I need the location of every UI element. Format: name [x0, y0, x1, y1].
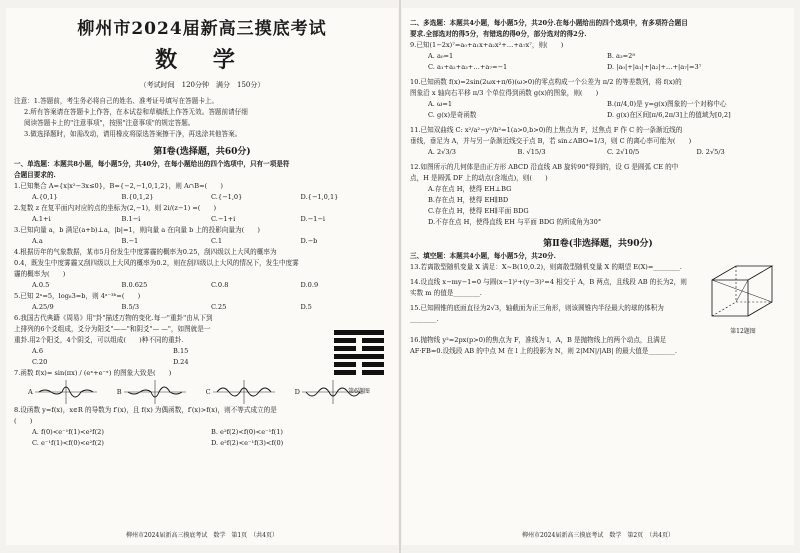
wave-graph-icon — [35, 380, 97, 404]
question-7: 7.函数 f(x)= sin(πx) / (eˣ+e⁻ˣ) 的图象大致是( ) — [14, 369, 172, 377]
solid-figure — [702, 260, 784, 335]
question-9-options — [410, 51, 786, 62]
option: B.存在点 H，使得 EH∥BD — [428, 196, 509, 204]
question-10: 图象沿 x 轴向右平移 π/3 个单位得到函数 g(x)的图象，则( ) — [410, 89, 599, 97]
notice-line: 阅读答题卡上的"注意事项"，按照"注意事项"的规定答题。 — [24, 119, 195, 127]
option: B.5/3 — [121, 303, 140, 311]
option: A.1+i — [32, 215, 51, 223]
option: C. 2√10/5 — [607, 148, 640, 156]
graph-label: C — [205, 387, 211, 396]
option: A. ω=1 — [428, 100, 453, 108]
option: A.{0,1} — [32, 193, 58, 201]
exam-page-1 — [6, 8, 398, 545]
option: A.25/9 — [32, 303, 54, 311]
question-4: 0.4，既发生中度雾霾又刮四级以上大风的概率为0.2，则在刮四级以上大风的情况下，发生中度雾 — [14, 259, 299, 267]
question-6-options — [14, 346, 314, 357]
option: B. √15/3 — [517, 148, 546, 156]
figure-caption: 第12题图 — [730, 328, 756, 335]
option: C. g(x)是奇函数 — [428, 111, 477, 119]
part-2-heading: 要求.全部选对的得5分，有错选的得0分，部分选对的得2分. — [410, 30, 587, 38]
question-12: 12.如图所示的几何体是由正方形 ABCD 沿直线 AB 旋转90°得到的，设 G 是圆弧 CE 的中 — [410, 163, 679, 171]
question-8: ( ) — [14, 417, 33, 425]
question-8: 8.设函数 y=f(x)，x∈R 的导数为 f′(x)，且 f(x) 为偶函数，f′(x)>f(x)，则不等式成立的是 — [14, 406, 277, 414]
option: D.24 — [173, 358, 189, 366]
hexagram-icon — [328, 328, 390, 382]
notice-line: 2.所有答案请在答题卡上作答，在本试卷和草稿纸上作答无效。答题前请仔细 — [24, 108, 248, 116]
option: D.不存在点 H，使得直线 EH 与平面 BDG 的所成角为30° — [428, 218, 602, 226]
option: D. |a₀|+|a₁|+|a₂|+…+|a₇|=3⁷ — [607, 63, 702, 71]
graph-label: B — [116, 387, 122, 396]
option: C.20 — [32, 358, 48, 366]
question-13: 13.若离散型随机变量 X 满足：X~B(10,0.2)，则离散型随机变量 X 的期望 E(X)=________. — [410, 263, 682, 271]
question-5: 5.已知 2ᵃ=5，log₈3=b，则 4ᵃ⁻³ᵇ=( ) — [14, 292, 141, 300]
question-10-options — [410, 110, 786, 121]
option: D.0.9 — [300, 281, 319, 289]
exam-title: 柳州市2024届新高三摸底考试 — [77, 19, 327, 39]
option: D. e²f(2)<e⁻¹f(3)<f(0) — [211, 439, 284, 447]
question-14: 实数 m 的值是________. — [410, 289, 482, 297]
question-11: 11.已知双曲线 C: x²/a²−y²/b²=1(a>0,b>0)的上焦点为 F，过焦点 F 作 C 的一条渐近线的 — [410, 126, 683, 134]
question-11: 垂线，垂足为 A，并与另一条渐近线交于点 B，若 sin∠ABO=1/3，则 C 的离心率可能为( ) — [410, 137, 692, 145]
exam-meta: （考试时间 120分钟 满分 150分） — [139, 81, 265, 89]
question-4: 4.根据历年的气象数据，某市5月份发生中度雾霾的概率为0.25，刮四级以上大风的概率为 — [14, 248, 277, 256]
question-4: 霾的概率为( ) — [14, 270, 66, 278]
question-16: 16.抛物线 y²=2px(p>0)的焦点为 F，准线为 l，A，B 是抛物线上的两个动点，且满足 — [410, 336, 667, 344]
part-1-heading: 合题目要求的. — [14, 171, 56, 179]
option: A. 2√3/3 — [428, 148, 456, 156]
option: D. 2√5/3 — [696, 148, 725, 156]
notice-line: 3.做选择题时，如需改动，请用橡皮将原选答案擦干净，再选涂其他答案。 — [24, 130, 242, 138]
question-9-options — [410, 62, 786, 73]
question-1: 1.已知集合 A={x|x²−3x≤0}，B={−2,−1,0,1,2}，则 A∩B=( ) — [14, 182, 223, 190]
page-fold — [399, 0, 401, 553]
hexagram-figure — [328, 328, 390, 395]
option: D. g(x)在区间[π/6,2π/3]上的值域为[0,2] — [607, 111, 731, 119]
option: A. f(0)<e⁻¹f(1)<e²f(2) — [32, 428, 104, 436]
question-16: AF·FB=0.设线段 AB 的中点 M 在 l 上的投影为 N，则 2|MN|/|AB| 的最大值是________. — [410, 347, 677, 355]
option: B.0.625 — [121, 281, 148, 289]
part-2-heading: 二、多选题：本题共4小题，每小题5分，共20分.在每小题给出的四个选项中，有多项符合题目 — [410, 19, 688, 27]
question-6: 重卦.用2个阳爻，4个阴爻，可以组成( )种不同的重卦. — [14, 336, 184, 344]
option: B.15 — [173, 347, 189, 355]
option: B. e²f(2)<f(0)<e⁻¹f(1) — [211, 428, 284, 436]
option: C. a₁+a₂+a₃+…+a₇=−1 — [428, 63, 508, 71]
page-footer: 柳州市2024届新高三摸底考试 数学 第2页 （共4页） — [522, 532, 674, 539]
part-1-heading: 一、单选题：本题共8小题，每小题5分，共40分，在每小题给出的四个选项中，只有一项是符 — [14, 160, 290, 168]
option: D.{−1,0,1} — [300, 193, 339, 201]
question-9: 9.已知(1−2x)⁷=a₀+a₁x+a₂x²+…+a₇x⁷，则( ) — [410, 41, 564, 49]
option: B.(π/4,0)是 y=g(x)图象的一个对称中心 — [607, 100, 727, 108]
question-11-options — [410, 147, 786, 158]
question-1-options — [14, 192, 390, 203]
option: D.−1−i — [300, 215, 326, 223]
question-12: 点，H 是圆弧 DF 上的动点(含端点)，则( ) — [410, 174, 548, 182]
question-5-options — [14, 302, 390, 313]
question-10: 10.已知函数 f(x)=2sin(2ωx+π/6)(ω>0)的零点构成一个公差为 π/2 的等差数列，将 f(x)的 — [410, 78, 682, 86]
option: C. e⁻¹f(1)<f(0)<e²f(2) — [32, 439, 104, 447]
question-6: 上排列的6个爻组成，爻分为阳爻"——"和阴爻"— —"，如图就是一 — [14, 325, 211, 333]
option: A.6 — [32, 347, 44, 355]
graph-option — [28, 380, 97, 404]
question-4-options — [14, 280, 390, 291]
option: C.存在点 H，使得 EH∥平面 BDG — [428, 207, 529, 215]
option: B.{0,1,2} — [121, 193, 154, 201]
wave-graph-icon — [213, 380, 275, 404]
option: D.5 — [300, 303, 312, 311]
section-1-title: 第Ⅰ卷(选择题，共60分) — [153, 147, 251, 157]
graph-label: A — [28, 387, 33, 396]
option: B.−1 — [121, 237, 139, 245]
wave-graph-icon — [124, 380, 186, 404]
question-8-options — [14, 438, 390, 449]
question-6: 6.我国古代典籍《周易》用"卦"描述万物的变化.每一"重卦"由从下到 — [14, 314, 213, 322]
question-6-options — [14, 357, 314, 368]
option: C.{−1,0} — [211, 193, 243, 201]
option: C.−1+i — [211, 215, 236, 223]
question-15: ________. — [410, 315, 439, 323]
exam-page-2 — [402, 8, 794, 545]
graph-option — [117, 380, 186, 404]
option: A.存在点 H，使得 EH⊥BG — [428, 185, 512, 193]
figure-caption: 第6题图 — [348, 388, 370, 395]
option: C.1 — [211, 237, 223, 245]
section-2-title: 第Ⅱ卷(非选择题，共90分) — [543, 239, 653, 249]
question-2-options — [14, 214, 390, 225]
question-10-options — [410, 99, 786, 110]
option: D.−b — [300, 237, 318, 245]
question-15: 15.已知圆锥的底面直径为2√3，轴截面为正三角形，则该圆锥内半径最大的球的体积为 — [410, 304, 664, 312]
option: A.a — [32, 237, 43, 245]
graph-option — [206, 380, 275, 404]
exam-subject: 数 学 — [155, 47, 249, 73]
question-3: 3.已知向量 a，b 满足(a+b)⊥a，|b|=1，则向量 a 在向量 b 上的投影向量为( ) — [14, 226, 260, 234]
option: A. a₀=1 — [428, 52, 454, 60]
option: C.25 — [211, 303, 227, 311]
question-3-options — [14, 236, 390, 247]
graph-label: D — [294, 387, 300, 396]
option: A.0.5 — [32, 281, 50, 289]
notice-line: 注意：1.答题前，考生务必将自己的姓名、准考证号填写在答题卡上。 — [14, 97, 219, 105]
question-2: 2.复数 z 在复平面内对应的点的坐标为(2,−1)，则 2i/(z−1) =( ) — [14, 204, 217, 212]
page-footer: 柳州市2024届新高三摸底考试 数学 第1页 （共4页） — [126, 532, 278, 539]
option: B.1−i — [121, 215, 141, 223]
question-8-options — [14, 427, 390, 438]
part-3-heading: 三、填空题：本题共4小题，每小题5分，共20分. — [410, 252, 556, 260]
question-14: 14.设直线 x−my−1=0 与圆(x−1)²+(y−3)²=4 相交于 A，B 两点，且线段 AB 的长为2，则 — [410, 278, 687, 286]
cube-arc-icon — [702, 260, 784, 322]
option: C.0.8 — [211, 281, 229, 289]
option: B. a₃=2⁸ — [607, 52, 635, 60]
